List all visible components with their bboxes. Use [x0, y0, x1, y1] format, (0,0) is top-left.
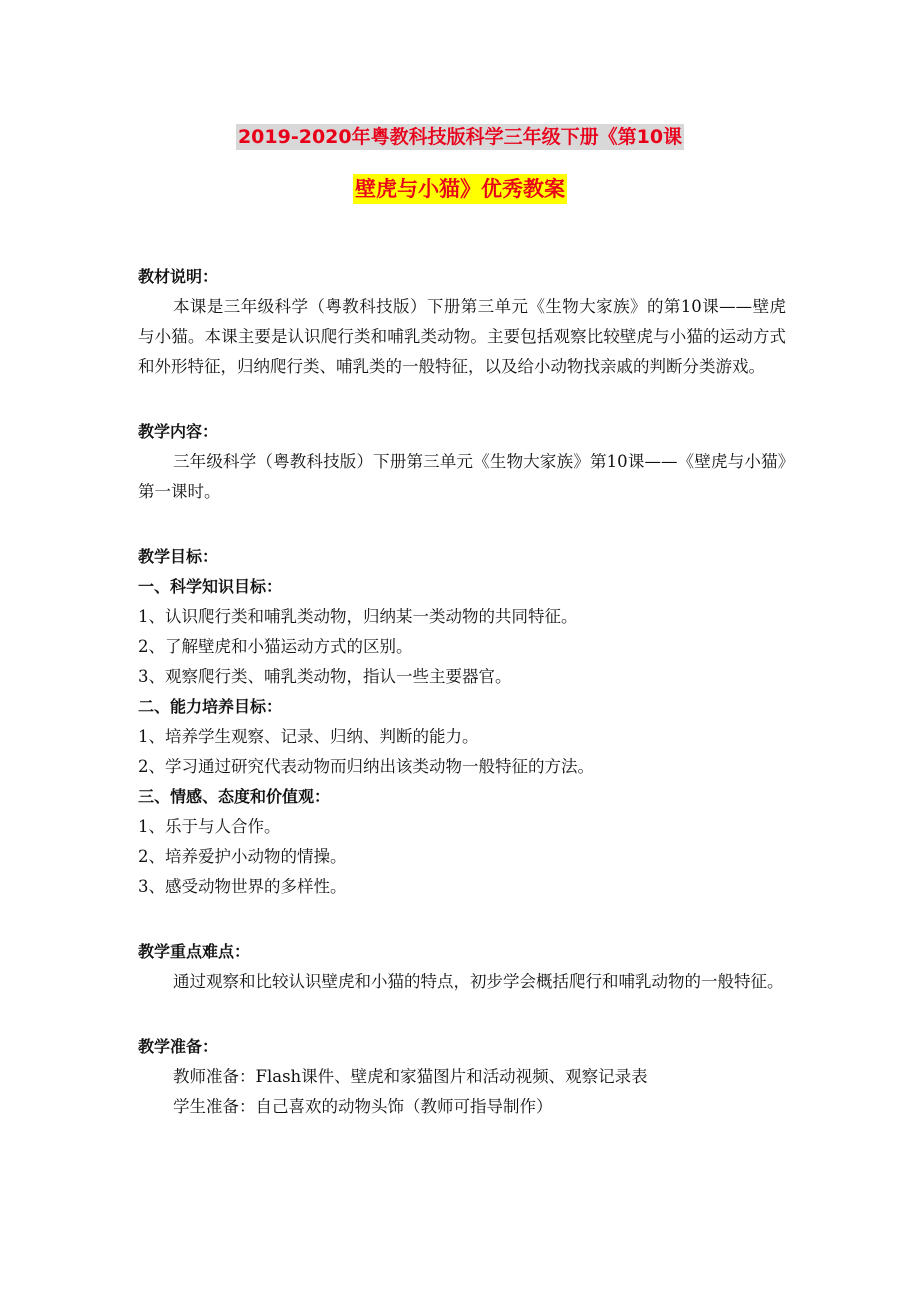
goal-group-heading-knowledge: 一、科学知识目标： [138, 577, 283, 596]
teacher-preparation: 教师准备：Flash课件、壁虎和家猫图片和活动视频、观察记录表 [173, 1067, 648, 1086]
goal-item: 1、培养学生观察、记录、归纳、判断的能力。 [138, 727, 479, 746]
goal-item: 3、观察爬行类、哺乳类动物，指认一些主要器官。 [138, 667, 512, 686]
title-text-2: 壁虎与小猫》优秀教案 [353, 174, 567, 204]
material-paragraph: 本课是三年级科学（粤教科技版）下册第三单元《生物大家族》的第10课——壁虎与小猫。本课主要是认识爬行类和哺乳类动物。主要包括观察比较壁虎与小猫的运动方式和外形特征，归纳爬行类、哺乳类的一般特征，以及给小动物找亲戚的判断分类游戏。 [138, 297, 786, 376]
section-heading-key-points: 教学重点难点： [138, 942, 251, 961]
goal-item: 1、认识爬行类和哺乳类动物，归纳某一类动物的共同特征。 [138, 607, 578, 626]
section-heading-preparation: 教学准备： [138, 1037, 219, 1056]
document-title-line-2 [0, 174, 920, 204]
goal-item: 2、学习通过研究代表动物而归纳出该类动物一般特征的方法。 [138, 757, 594, 776]
goal-item: 3、感受动物世界的多样性。 [138, 877, 347, 896]
student-preparation: 学生准备：自己喜欢的动物头饰（教师可指导制作） [173, 1097, 553, 1116]
key-points-paragraph: 通过观察和比较认识壁虎和小猫的特点，初步学会概括爬行和哺乳动物的一般特征。 [173, 972, 784, 991]
section-heading-material: 教材说明： [138, 267, 219, 286]
section-heading-content: 教学内容： [138, 422, 219, 441]
title-text-1: 2019-2020年粤教科技版科学三年级下册《第10课 [237, 126, 683, 148]
content-paragraph: 三年级科学（粤教科技版）下册第三单元《生物大家族》第10课——《壁虎与小猫》第一课时。 [138, 452, 786, 501]
section-gap [138, 382, 786, 417]
document-title-line-1 [0, 124, 920, 150]
goal-item: 2、培养爱护小动物的情操。 [138, 847, 347, 866]
goal-group-heading-attitude: 三、情感、态度和价值观： [138, 787, 331, 806]
goal-item: 1、乐于与人合作。 [138, 817, 281, 836]
section-heading-goals: 教学目标： [138, 547, 219, 566]
section-gap [138, 507, 786, 542]
document-body [138, 262, 786, 1122]
section-gap [138, 997, 786, 1032]
goal-item: 2、了解壁虎和小猫运动方式的区别。 [138, 637, 413, 656]
section-gap [138, 902, 786, 937]
goal-group-heading-ability: 二、能力培养目标： [138, 697, 283, 716]
